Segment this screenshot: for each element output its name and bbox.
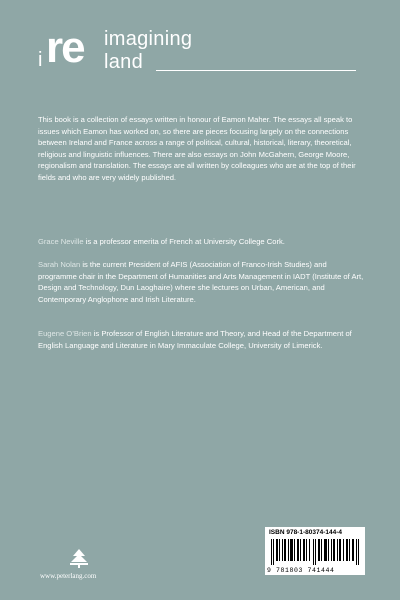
publisher-block	[40, 548, 130, 580]
author-bio	[38, 328, 364, 351]
barcode-bars	[271, 539, 359, 565]
author-bio-text: is Professor of English Literature and Theory, and Head of the Department of English Language and Literature in Mary Immaculate College, University of Limerick.	[38, 329, 352, 350]
book-description: This book is a collection of essays written in honour of Eamon Maher. The essays all speak to issues which Eamon has worked on, so there are pieces focusing largely on the connections between Ireland and France across a range of political, cultural, historical, literary, theoretical, religious and linguistic influences. There are also essays on John McGahern, George Moore, regionalism and translation. The essays are all written by colleagues who are at the top of their fields and who are very widely published.	[38, 115, 356, 182]
author-bio-text: is the current President of AFIS (Association of Franco-Irish Studies) and programme chair in the Department of Humanities and Arts Management in IADT (Institute of Art, Design and Technology, Dun Laoghaire) where she lectures on Urban, American, and Contemporary Anglophone and Irish Literature.	[38, 260, 364, 304]
author-name: Eugene O’Brien	[38, 329, 92, 338]
publisher-url[interactable]: www.peterlang.com	[40, 572, 97, 580]
author-bio	[38, 259, 364, 305]
isbn-label: ISBN 978-1-80374-144-4	[269, 529, 342, 536]
logo-rule	[156, 70, 356, 71]
author-bio	[38, 236, 364, 248]
barcode-digits: 9 781803 741444	[267, 567, 335, 574]
logo-letter-i: i	[38, 49, 43, 71]
isbn-barcode	[265, 527, 365, 575]
logo-big-letters: re	[46, 23, 84, 72]
series-logo	[38, 23, 368, 76]
logo-word-imagining: imagining	[104, 28, 193, 50]
peter-lang-tree-icon	[68, 548, 90, 568]
author-bio-text: is a professor emerita of French at University College Cork.	[83, 237, 285, 246]
author-name: Sarah Nolan	[38, 260, 81, 269]
author-name: Grace Neville	[38, 237, 84, 246]
logo-word-land: land	[104, 51, 144, 73]
